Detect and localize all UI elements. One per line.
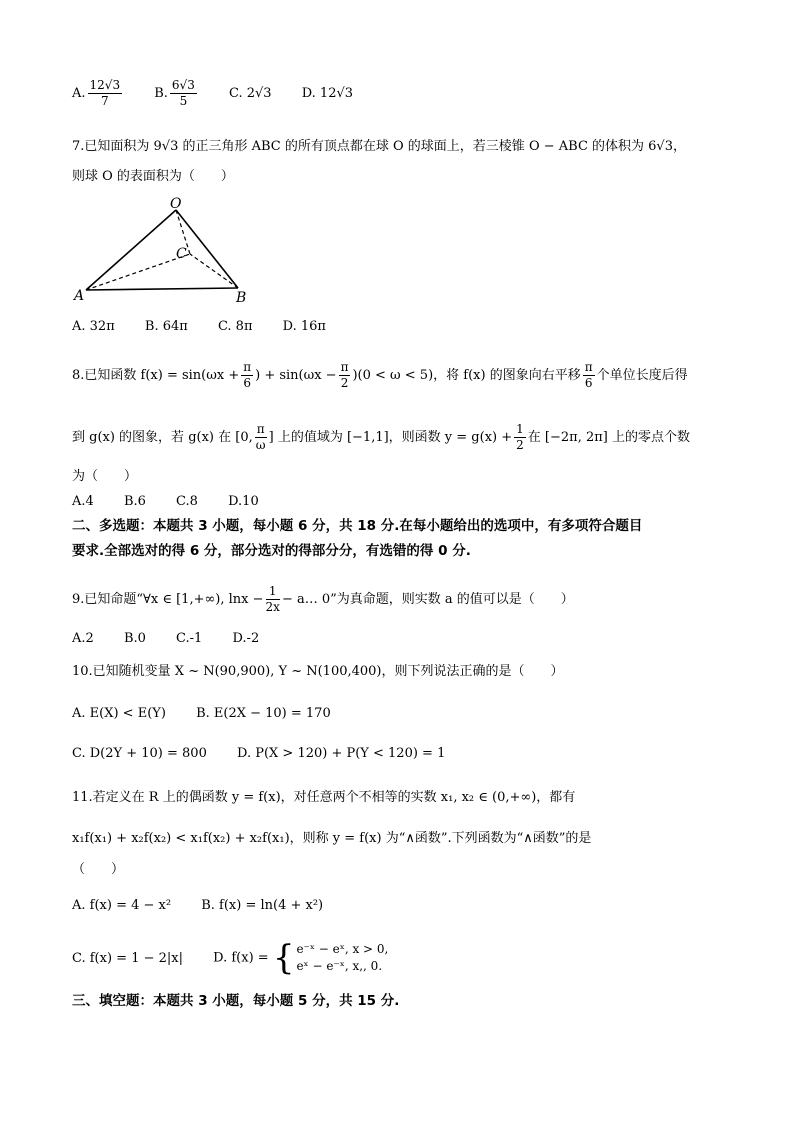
q10-stem: 10.已知随机变量 X ~ N(90,900), Y ~ N(100,400)，则下列说法正确的是（ ） — [72, 664, 564, 679]
q10-option-a: A. E(X) < E(Y) — [72, 706, 166, 721]
fraction-denominator: 7 — [100, 94, 109, 108]
q7-tetrahedron-figure — [72, 196, 262, 308]
q8-stem-line3: 为（ ） — [72, 469, 138, 484]
q10-option-b: B. E(2X − 10) = 170 — [196, 706, 331, 721]
q8-option-d: D.10 — [228, 494, 259, 509]
q9-option-d: D.-2 — [232, 631, 260, 646]
q8-stem-line2: 到 g(x) 的图象，若 g(x) 在 [0, $\frac{\pi}{\omega}$ ] 上的值域为 [−1,1]，则函数 y = g(x) + $\frac{1}{2}$ 在 [−2π, 2π] 上的零点个数 — [72, 422, 690, 452]
q11-options-row2 — [72, 940, 388, 977]
q7-stem-line2: 则球 O 的表面积为（ ） — [72, 169, 234, 184]
q10-options-row2 — [72, 745, 471, 763]
q8-option-b: B.6 — [123, 494, 146, 509]
piecewise-brace: { — [272, 938, 295, 978]
q6-options — [72, 78, 379, 109]
q7-option-a: A. 32π — [72, 319, 115, 334]
q11-stem-line2: x₁f(x₁) + x₂f(x₂) < x₁f(x₂) + x₂f(x₁)，则称 y = f(x) 为“∧函数”.下列函数为“∧函数”的是 — [72, 831, 592, 846]
piecewise-cases: e⁻ˣ − eˣ, x > 0, eˣ − e⁻ˣ, x,, 0. — [296, 942, 389, 973]
q9-options — [72, 630, 285, 648]
vertex-label-B: B — [236, 290, 247, 306]
fraction-numerator: 6√3 — [171, 78, 195, 92]
q11-stem-line1: 11.若定义在 R 上的偶函数 y = f(x)，对任意两个不相等的实数 x₁, x₂ ∈ (0,+∞)，都有 — [72, 790, 576, 805]
q8-stem-line1: 8.已知函数 f(x) = sin(ωx + $\frac{\pi}{6}$ ) + sin(ωx − $\frac{\pi}{2}$ )(0 < ω < 5)，将 f(x) 的图象向右平移 $\frac{\pi}{6}$ 个单位长度后得 — [72, 360, 688, 390]
q8-option-c: C.8 — [176, 494, 198, 509]
vertex-label-O: O — [170, 196, 182, 212]
q6-option-a: A. $\frac{12√3}{7}$ — [72, 78, 121, 108]
edge-BC — [190, 254, 238, 288]
q8-options — [72, 493, 285, 511]
q11-option-a: A. f(x) = 4 − x² — [72, 898, 172, 913]
q6-option-c: C. 2√3 — [228, 86, 272, 101]
vertex-label-C: C — [176, 246, 187, 262]
q9-option-c: C.-1 — [176, 631, 203, 646]
vertex-label-A: A — [74, 288, 85, 304]
q11-option-c: C. f(x) = 1 − 2|x| — [72, 950, 183, 966]
edge-AC — [86, 254, 190, 290]
q9-stem: 9.已知命题“∀x ∈ [1,+∞), lnx − $\frac{1}{2x}$ − a… 0”为真命题，则实数 a 的值可以是（ ） — [72, 584, 574, 614]
q6-option-b: B. $\frac{6√3}{5}$ — [154, 78, 195, 108]
q7-options — [72, 318, 352, 336]
q11-options-row1 — [72, 897, 349, 915]
q10-option-c: C. D(2Y + 10) = 800 — [72, 746, 207, 761]
fraction-denominator: 5 — [179, 94, 188, 108]
q7-option-c: C. 8π — [217, 319, 253, 334]
q11-stem-line3: （ ） — [72, 862, 125, 877]
section3-heading: 三、填空题：本题共 3 小题，每小题 5 分，共 15 分. — [72, 993, 400, 1009]
q7-option-b: B. 64π — [144, 319, 188, 334]
q7-option-d: D. 16π — [282, 319, 326, 334]
section2-heading-line2: 要求.全部选对的得 6 分，部分选对的得部分分，有选错的得 0 分. — [72, 543, 471, 559]
q8-option-a: A.4 — [72, 494, 94, 509]
edge-OA — [86, 210, 176, 290]
q6-option-d: D. 12√3 — [301, 86, 354, 101]
q9-option-a: A.2 — [72, 631, 94, 646]
fraction-numerator: 12√3 — [89, 78, 121, 92]
q10-option-d: D. P(X > 120) + P(Y < 120) = 1 — [236, 746, 446, 761]
q7-stem-line1: 7.已知面积为 9√3 的正三角形 ABC 的所有顶点都在球 O 的球面上，若三棱锥 O − ABC 的体积为 6√3， — [72, 139, 686, 154]
edge-AB — [86, 288, 238, 290]
q9-option-b: B.0 — [123, 631, 146, 646]
q11-option-d: D. f(x) = { e⁻ˣ − eˣ, x > 0, eˣ − e⁻ˣ, x,, 0. — [213, 938, 389, 978]
section2-heading-line1: 二、多选题：本题共 3 小题，每小题 6 分，共 18 分.在每小题给出的选项中，有多项符合题目 — [72, 518, 643, 534]
q10-options-row1 — [72, 705, 357, 723]
q11-option-b: B. f(x) = ln(4 + x²) — [201, 898, 324, 913]
